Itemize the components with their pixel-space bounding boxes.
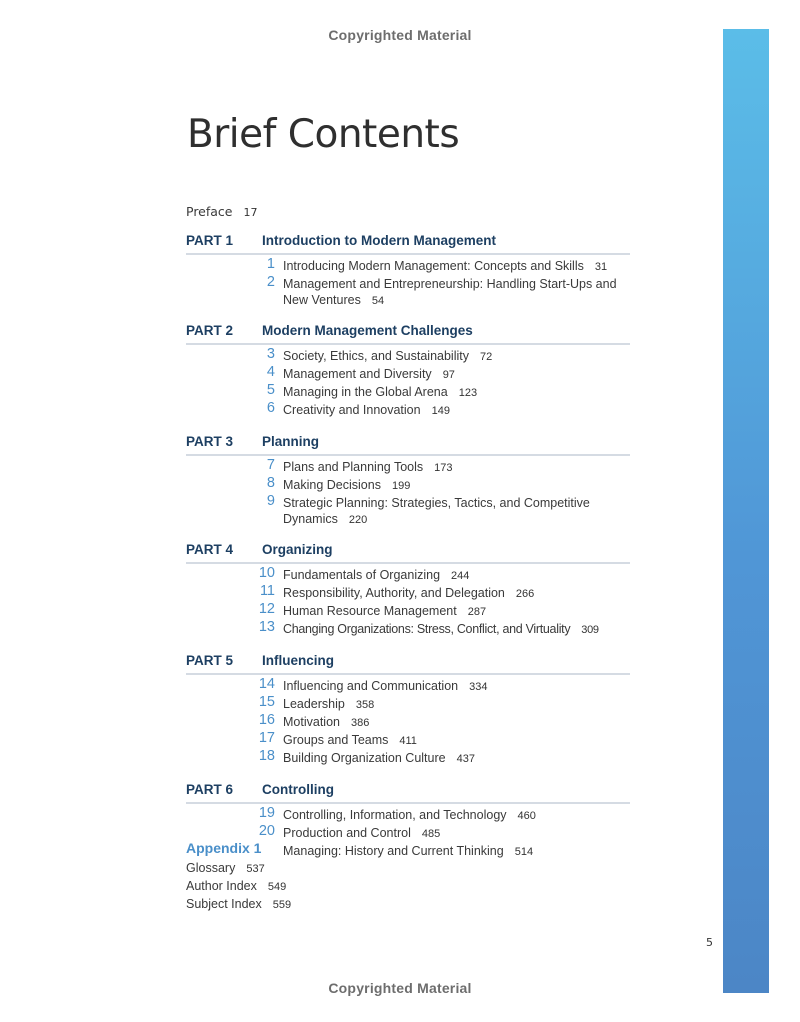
chapter-number: 6 (266, 400, 275, 416)
chapter-title: Motivation (283, 715, 340, 729)
back-matter-label: Glossary (186, 861, 236, 875)
chapter-title: Managing in the Global Arena (283, 385, 448, 399)
chapter-entry (283, 714, 633, 731)
part-title: Organizing (262, 542, 333, 557)
chapter-entry (283, 750, 633, 767)
chapter-entry (283, 276, 633, 309)
copyright-notice-top: Copyrighted Material (328, 27, 472, 43)
decorative-side-bar (723, 29, 769, 993)
back-matter-label: Subject Index (186, 897, 262, 911)
chapter-entry (283, 696, 633, 713)
chapter-title: Building Organization Culture (283, 751, 446, 765)
chapter-page: 460 (517, 810, 536, 822)
chapter-page: 309 (581, 624, 599, 636)
part-title: Planning (262, 434, 319, 449)
part-title: Controlling (262, 782, 334, 797)
chapter-entry (283, 603, 633, 620)
chapter-number: 18 (258, 748, 275, 764)
chapter-title: Controlling, Information, and Technology (283, 808, 507, 822)
chapter-title: Fundamentals of Organizing (283, 568, 441, 582)
part-label: PART 2 (186, 323, 234, 338)
appendix-text (283, 843, 633, 860)
chapter-number: 7 (266, 457, 275, 473)
chapter-page: 149 (431, 405, 450, 417)
chapter-number: 13 (258, 619, 275, 635)
chapter-page: 220 (348, 514, 368, 526)
part-label: PART 6 (186, 782, 234, 797)
chapter-number: 1 (266, 256, 275, 272)
chapter-entry (283, 366, 633, 383)
chapter-page: 31 (594, 261, 608, 273)
chapter-title: Management and Entrepreneurship: Handling Start-Ups and New Ventures (283, 277, 617, 307)
appendix-title: Managing: History and Current Thinking (283, 844, 504, 858)
part-label: PART 5 (186, 653, 234, 668)
chapter-title: Plans and Planning Tools (283, 460, 424, 474)
chapter-number: 11 (259, 583, 275, 599)
copyright-notice-bottom: Copyrighted Material (328, 980, 472, 996)
chapter-entry (283, 567, 633, 584)
chapter-entry (283, 621, 633, 638)
back-matter-page: 537 (246, 863, 265, 875)
chapter-page: 334 (469, 681, 488, 693)
chapter-page: 386 (350, 717, 370, 729)
preface-label: Preface (186, 204, 233, 219)
chapter-title: Making Decisions (283, 478, 381, 492)
back-matter-page: 559 (272, 899, 292, 911)
chapter-number: 20 (258, 823, 275, 839)
part-5-heading (186, 653, 630, 675)
chapter-title: Responsibility, Authority, and Delegation (283, 586, 505, 600)
subject-index-entry (186, 897, 291, 911)
part-3-heading (186, 434, 630, 456)
chapter-title: Human Resource Management (283, 604, 457, 618)
part-label: PART 3 (186, 434, 234, 449)
chapter-entry (283, 825, 633, 842)
chapter-title: Strategic Planning: Strategies, Tactics, and Competitive Dynamics (283, 496, 590, 526)
part-2-heading (186, 323, 630, 345)
chapter-number: 16 (258, 712, 275, 728)
chapter-number: 17 (258, 730, 275, 746)
chapter-title: Introducing Modern Management: Concepts and Skills (283, 259, 584, 273)
glossary-entry (186, 861, 265, 875)
chapter-number: 12 (258, 601, 275, 617)
chapter-number: 10 (258, 565, 275, 581)
chapter-page: 97 (442, 369, 455, 381)
chapter-page: 437 (456, 753, 475, 765)
chapter-page: 54 (371, 295, 385, 307)
appendix-page: 514 (514, 846, 534, 858)
chapter-number: 2 (266, 274, 275, 290)
preface-entry (186, 204, 258, 219)
chapter-number: 9 (266, 493, 275, 509)
chapter-title: Creativity and Innovation (283, 403, 421, 417)
chapter-page: 199 (391, 480, 411, 492)
chapter-entry (283, 348, 633, 365)
chapter-entry (283, 807, 633, 824)
chapter-number: 3 (266, 346, 275, 362)
chapter-page: 358 (355, 699, 375, 711)
chapter-number: 15 (258, 694, 275, 710)
chapter-page: 485 (421, 828, 441, 840)
part-4-heading (186, 542, 630, 564)
part-title: Influencing (262, 653, 334, 668)
chapter-number: 4 (266, 364, 275, 380)
preface-page: 17 (243, 206, 258, 219)
chapter-page: 123 (458, 387, 478, 399)
chapter-entry (283, 459, 633, 476)
part-6-heading (186, 782, 630, 804)
page-title: Brief Contents (187, 112, 460, 157)
chapter-entry (283, 678, 633, 695)
chapter-title: Society, Ethics, and Sustainability (283, 349, 469, 363)
chapter-number: 14 (258, 676, 275, 692)
chapter-title: Production and Control (283, 826, 411, 840)
chapter-entry (283, 732, 633, 749)
chapter-entry (283, 495, 633, 528)
part-label: PART 4 (186, 542, 234, 557)
chapter-page: 266 (515, 588, 535, 600)
part-title: Modern Management Challenges (262, 323, 473, 338)
chapter-entry (283, 384, 633, 401)
author-index-entry (186, 879, 286, 893)
chapter-number: 8 (266, 475, 275, 491)
chapter-number: 5 (266, 382, 275, 398)
chapter-page: 411 (399, 735, 417, 747)
chapter-entry (283, 258, 633, 275)
back-matter-label: Author Index (186, 879, 257, 893)
chapter-entry (283, 477, 633, 494)
chapter-entry (283, 402, 633, 419)
chapter-title: Management and Diversity (283, 367, 432, 381)
part-1-heading (186, 233, 630, 255)
chapter-title: Leadership (283, 697, 345, 711)
appendix-label: Appendix 1 (186, 840, 262, 856)
chapter-page: 287 (467, 606, 487, 618)
chapter-page: 173 (434, 462, 453, 474)
back-matter-page: 549 (267, 881, 287, 893)
chapter-title: Groups and Teams (283, 733, 389, 747)
chapter-title: Influencing and Communication (283, 679, 459, 693)
part-label: PART 1 (186, 233, 234, 248)
part-title: Introduction to Modern Management (262, 233, 496, 248)
chapter-entry (283, 585, 633, 602)
chapter-page: 244 (451, 570, 470, 582)
chapter-number: 19 (258, 805, 275, 821)
chapter-title: Changing Organizations: Stress, Conflict, and Virtuality (283, 622, 571, 636)
page-number: 5 (706, 936, 713, 949)
chapter-page: 72 (479, 351, 493, 363)
